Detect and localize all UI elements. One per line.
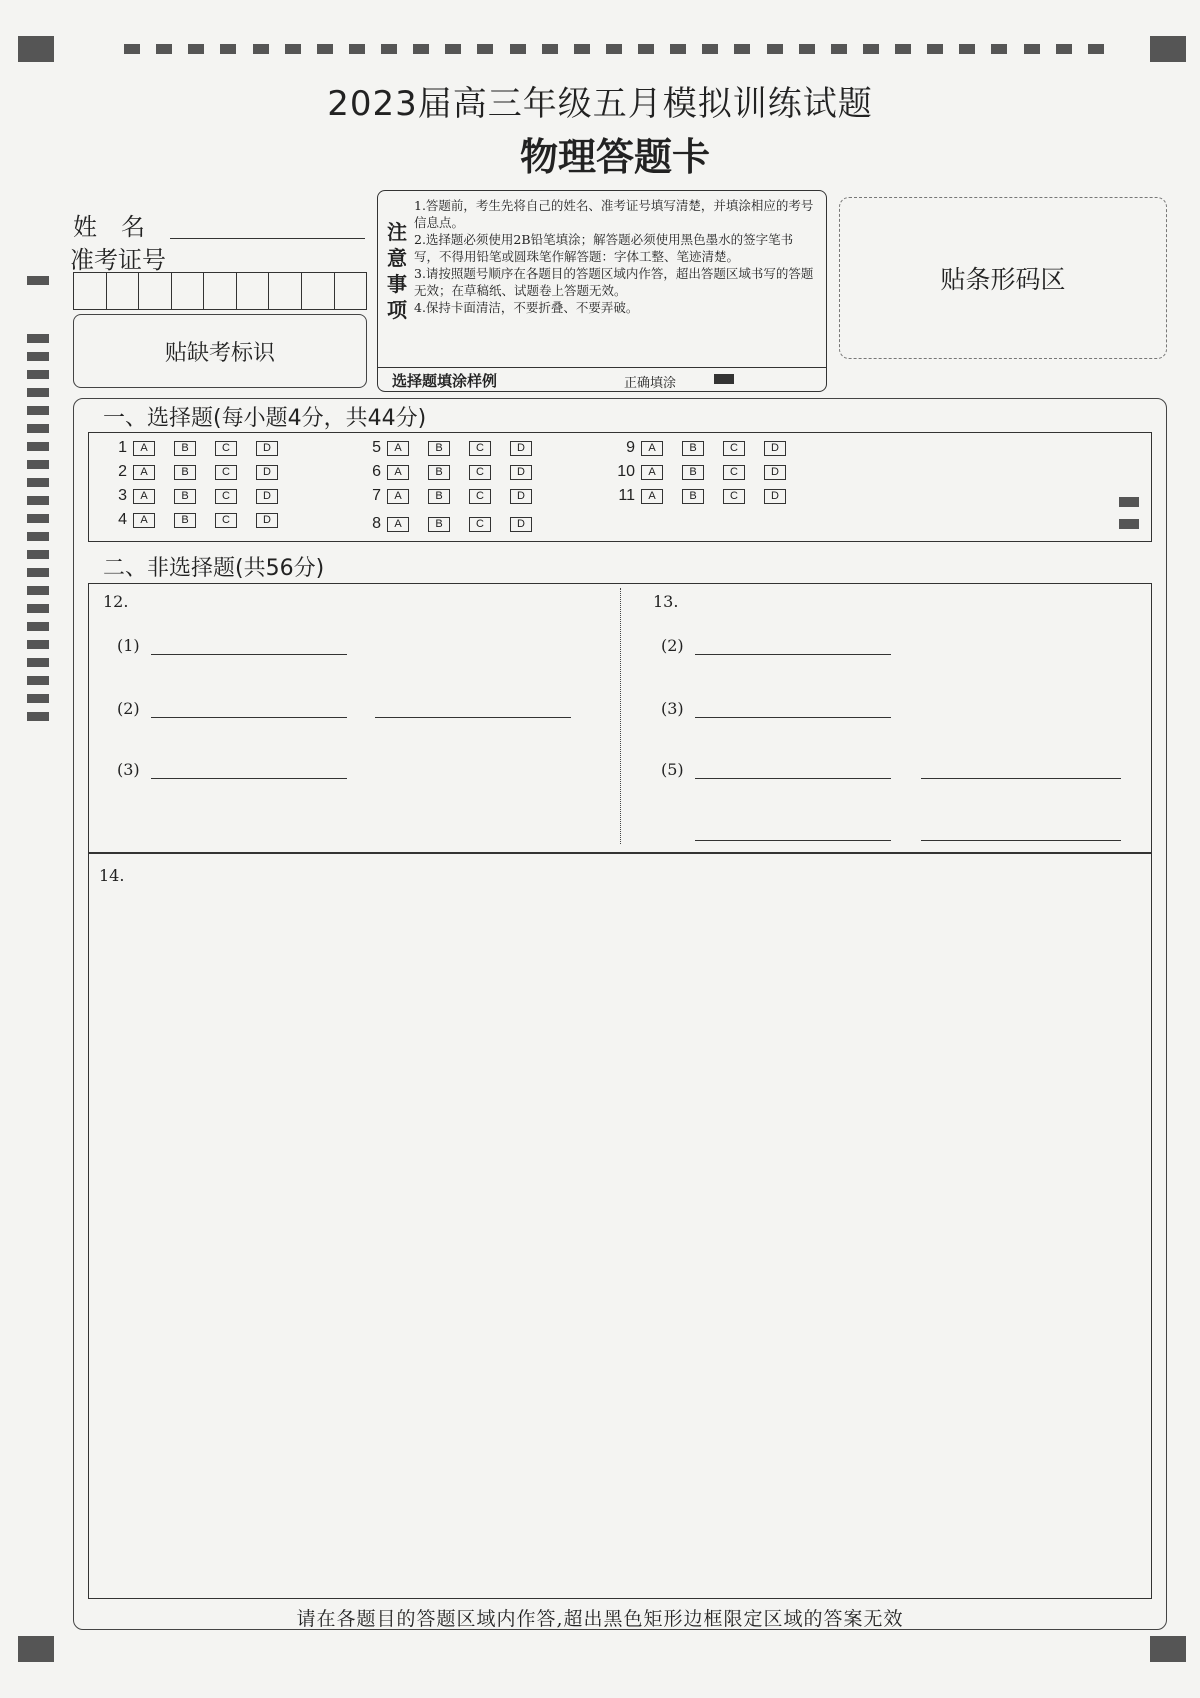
q13-answer-line[interactable] [921,778,1121,779]
mc-option-b[interactable]: B [428,465,450,480]
timing-mark [124,44,140,54]
timing-mark [767,44,783,54]
notice-divider [378,367,826,368]
corner-mark-bottom-right [1150,1636,1186,1662]
timing-mark [477,44,493,54]
timing-mark [542,44,558,54]
mc-question-2 [103,463,297,481]
mc-option-c[interactable]: C [215,441,237,456]
q12-q13-box [88,583,1152,853]
mc-option-d[interactable]: D [256,441,278,456]
mc-option-a[interactable]: A [133,513,155,528]
left-side-mark [27,276,49,285]
correct-fill-sample [714,374,734,384]
mc-question-number: 5 [372,439,381,456]
mc-option-a[interactable]: A [641,489,663,504]
id-digit-cell[interactable] [204,273,237,309]
timing-mark [574,44,590,54]
mc-option-d[interactable]: D [510,517,532,532]
mc-option-c[interactable]: C [723,441,745,456]
q14-answer-area[interactable] [88,853,1152,1599]
notice-item: 4.保持卡面清洁，不要折叠、不要弄破。 [414,300,639,315]
timing-mark [510,44,526,54]
timing-mark [27,478,49,487]
corner-mark-bottom-left [18,1636,54,1662]
corner-mark-top-left [18,36,54,62]
timing-mark [27,514,49,523]
notice-item: 1.答题前，考生先将自己的姓名、准考证号填写清楚，并填涂相应的考号信息点。 [414,198,814,230]
mc-question-number: 10 [617,463,635,480]
corner-mark-top-right [1150,36,1186,62]
mc-option-c[interactable]: C [469,517,491,532]
exam-title: 2023届高三年级五月模拟训练试题 [327,84,873,124]
timing-mark [27,406,49,415]
mc-option-b[interactable]: B [174,489,196,504]
mc-option-a[interactable]: A [133,465,155,480]
footer-warning: 请在各题目的答题区域内作答,超出黑色矩形边框限定区域的答案无效 [296,1608,904,1630]
q13-answer-line[interactable] [695,654,891,655]
q13-part-label: (2) [661,636,684,655]
mc-option-b[interactable]: B [428,441,450,456]
timing-mark [863,44,879,54]
mc-question-1 [103,439,297,457]
mc-option-b[interactable]: B [682,465,704,480]
barcode-area [839,197,1167,359]
mc-question-number: 9 [626,439,635,456]
timing-mark [799,44,815,54]
mc-question-9 [611,439,805,457]
absent-label: 贴缺考标识 [164,340,275,366]
mc-option-b[interactable]: B [174,513,196,528]
right-mark [1119,519,1139,529]
section2-title: 二、非选择题(共56分) [103,556,325,581]
mc-question-11 [611,487,805,505]
mc-option-d[interactable]: D [764,465,786,480]
mc-option-d[interactable]: D [764,441,786,456]
q13-answer-line[interactable] [921,840,1121,841]
q12-part-label: (1) [117,636,140,655]
timing-mark [1056,44,1072,54]
name-field[interactable] [170,238,365,239]
mc-option-d[interactable]: D [256,513,278,528]
mc-option-d[interactable]: D [510,441,532,456]
mc-option-a[interactable]: A [387,441,409,456]
timing-mark [413,44,429,54]
id-digit-cell[interactable] [74,273,107,309]
multiple-choice-box [88,432,1152,542]
timing-mark [734,44,750,54]
mc-option-c[interactable]: C [469,489,491,504]
mc-option-d[interactable]: D [764,489,786,504]
timing-mark [638,44,654,54]
mc-option-a[interactable]: A [387,489,409,504]
timing-mark [27,460,49,469]
absent-sticker-area [73,314,367,388]
section1-title: 一、选择题(每小题4分，共44分) [103,406,427,431]
mc-option-b[interactable]: B [174,465,196,480]
notice-box [377,190,827,392]
q12-answer-line[interactable] [151,654,347,655]
mc-option-a[interactable]: A [387,517,409,532]
q12-answer-line[interactable] [151,717,347,718]
mc-option-a[interactable]: A [641,465,663,480]
mc-question-number: 3 [118,487,127,504]
mc-option-d[interactable]: D [256,489,278,504]
timing-mark [27,568,49,577]
timing-mark [381,44,397,54]
q13-answer-line[interactable] [695,778,891,779]
right-mark [1119,497,1139,507]
id-label: 准考证号 [70,246,166,274]
mc-question-number: 6 [372,463,381,480]
q13-part-label: (3) [661,699,684,718]
timing-mark [27,550,49,559]
mc-option-c[interactable]: C [215,465,237,480]
mc-option-c[interactable]: C [469,441,491,456]
mc-question-number: 7 [372,487,381,504]
timing-mark [1024,44,1040,54]
mc-question-10 [611,463,805,481]
mc-question-5 [357,439,551,457]
left-timing-marks [27,334,49,730]
mc-option-d[interactable]: D [256,465,278,480]
q13-answer-line[interactable] [695,840,891,841]
mc-option-b[interactable]: B [428,489,450,504]
timing-mark [27,658,49,667]
mc-option-c[interactable]: C [723,489,745,504]
notice-item: 2.选择题必须使用2B铅笔填涂；解答题必须使用黑色墨水的签字笔书写，不得用铅笔或圆珠笔作解答题：字体工整、笔迹清楚。 [414,232,794,264]
timing-mark [156,44,172,54]
mc-option-c[interactable]: C [723,465,745,480]
mc-question-3 [103,487,297,505]
timing-mark [27,676,49,685]
notice-heading: 注 意 事 项 [387,220,407,322]
mc-question-number: 1 [118,439,127,456]
q13-number: 13. [653,592,679,611]
timing-mark [349,44,365,54]
q12-number: 12. [103,592,129,611]
timing-mark [670,44,686,54]
timing-mark [317,44,333,54]
id-digit-cell[interactable] [269,273,302,309]
timing-mark [27,640,49,649]
timing-mark [27,352,49,361]
mc-option-a[interactable]: A [133,489,155,504]
mc-question-4 [103,511,297,529]
timing-mark [27,424,49,433]
mc-option-c[interactable]: C [469,465,491,480]
q12-answer-line[interactable] [151,778,347,779]
timing-mark [927,44,943,54]
mc-question-number: 4 [118,511,127,528]
timing-mark [27,532,49,541]
timing-mark [606,44,622,54]
timing-mark [27,694,49,703]
timing-mark [27,622,49,631]
card-title: 物理答题卡 [519,135,710,179]
mc-question-number: 2 [118,463,127,480]
mc-question-7 [357,487,551,505]
barcode-label: 贴条形码区 [940,265,1066,294]
timing-mark [27,496,49,505]
mc-question-number: 11 [618,487,635,504]
id-digit-cell[interactable] [335,273,367,309]
q12-part-label: (2) [117,699,140,718]
timing-mark [445,44,461,54]
q12-part-label: (3) [117,760,140,779]
timing-mark [27,712,49,721]
timing-mark [188,44,204,54]
q14-number: 14. [99,866,125,885]
column-divider [620,588,621,844]
mc-option-a[interactable]: A [387,465,409,480]
id-number-grid[interactable] [73,272,367,310]
id-digit-cell[interactable] [237,273,270,309]
timing-mark [831,44,847,54]
mc-option-c[interactable]: C [215,489,237,504]
timing-mark [220,44,236,54]
id-digit-cell[interactable] [107,273,140,309]
mc-option-d[interactable]: D [510,465,532,480]
timing-mark [27,388,49,397]
q12-answer-line[interactable] [375,717,571,718]
q13-answer-line[interactable] [695,717,891,718]
timing-mark [27,334,49,343]
timing-mark [27,370,49,379]
mc-question-number: 8 [372,515,381,532]
mc-option-b[interactable]: B [682,489,704,504]
timing-mark [959,44,975,54]
name-label: 姓 名 [73,213,145,241]
notice-items [414,197,818,316]
timing-mark [895,44,911,54]
notice-item: 3.请按照题号顺序在各题目的答题区域内作答，超出答题区域书写的答题无效；在草稿纸、试题卷上答题无效。 [414,266,814,298]
mc-option-b[interactable]: B [174,441,196,456]
mc-option-d[interactable]: D [510,489,532,504]
correct-fill-label: 正确填涂 [624,376,677,391]
fill-sample-label: 选择题填涂样例 [392,372,498,390]
mc-option-c[interactable]: C [215,513,237,528]
mc-question-6 [357,463,551,481]
mc-option-a[interactable]: A [133,441,155,456]
timing-mark [285,44,301,54]
id-digit-cell[interactable] [302,273,335,309]
id-digit-cell[interactable] [139,273,172,309]
mc-option-b[interactable]: B [682,441,704,456]
top-timing-marks [124,44,1104,56]
mc-question-8 [357,515,551,533]
q13-part-label: (5) [661,760,684,779]
timing-mark [27,586,49,595]
mc-option-a[interactable]: A [641,441,663,456]
timing-mark [991,44,1007,54]
id-digit-cell[interactable] [172,273,205,309]
timing-mark [1088,44,1104,54]
timing-mark [253,44,269,54]
timing-mark [27,442,49,451]
mc-option-b[interactable]: B [428,517,450,532]
timing-mark [702,44,718,54]
timing-mark [27,604,49,613]
